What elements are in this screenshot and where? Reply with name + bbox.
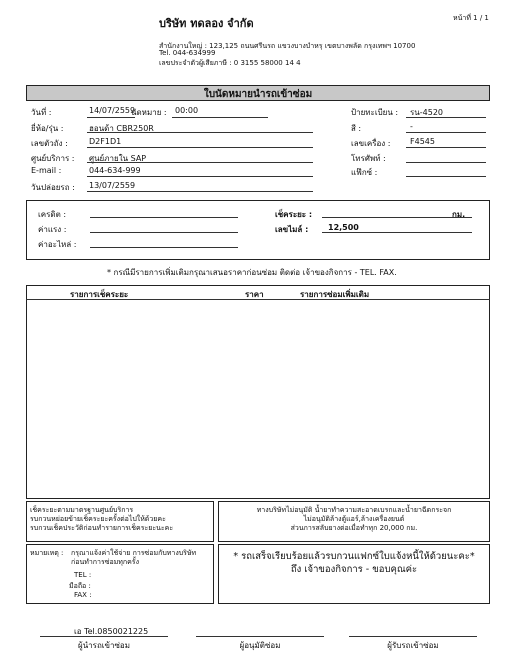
engine-label: เลขเครื่อง : — [351, 139, 391, 148]
date-label: วันที่ : — [31, 108, 52, 117]
labor-label: ค่าแรง : — [38, 225, 67, 234]
remark-mobile: มือถือ : — [69, 582, 91, 590]
parts-label: ค่าอะไหล่ : — [38, 240, 77, 249]
plate-value: รน-4520 — [410, 108, 444, 117]
remark-text-2: ก่อนทำการซ่อมทุกครั้ง — [71, 558, 139, 566]
plate-label: ป้ายทะเบียน : — [351, 108, 399, 117]
title-bar — [26, 85, 490, 101]
page-number: หน้าที่ 1 / 1 — [453, 14, 489, 22]
check-items-header: รายการเช็คระยะ — [70, 290, 129, 299]
bringer-name: เอ Tel.0850021225 — [74, 627, 149, 636]
remark-tel: TEL : — [74, 571, 92, 579]
policy-text-2: ไม่อนุมัติล้างตู้แอร์,ล้างเครื่องยนต์ — [303, 515, 405, 523]
email-label: E-mail : — [31, 166, 62, 175]
company-tax-id: เลขประจำตัวผู้เสียภาษี : 0 3155 58000 14 4 — [159, 59, 301, 67]
phone-label: โทรศัพท์ : — [351, 154, 386, 163]
service-center-label: ศูนย์บริการ : — [31, 154, 75, 163]
cost-box — [26, 200, 490, 260]
mileage-value: 12,500 — [328, 223, 359, 232]
thanks-line-1: * รถเสร็จเรียบร้อยแล้วรบกวนแฟกซ์ใบแจ้งหนี้ให้ด้วยนะคะ* — [233, 551, 475, 562]
release-date-label: วันปล่อยรถ : — [31, 183, 75, 192]
notice-text: * กรณีมีรายการเพิ่มเติมกรุณาเสนอราคาก่อนซ่อม ติดต่อ เจ้าของกิจการ - TEL. FAX. — [107, 268, 397, 277]
policy-text-3: ส่วนการสลับยางต่อเมื่อทำทุก 20,000 กม. — [290, 524, 418, 532]
standard-text-3: รบกวนเช็คประวัติก่อนทำรายการเช็คระยะนะคะ — [30, 524, 174, 532]
receiver-label: ผู้รับรถเข้าซ่อม — [387, 641, 439, 650]
thanks-line-2: ถึง เจ้าของกิจการ - ขอบคุณค่ะ — [290, 564, 418, 575]
color-label: สี : — [351, 124, 362, 133]
company-name: บริษัท ทดลอง จำกัด — [159, 17, 254, 30]
chassis-label: เลขตัวถัง : — [31, 139, 68, 148]
items-table — [26, 285, 490, 499]
engine-value: F4545 — [410, 137, 435, 146]
mileage-label: เลขไมล์ : — [275, 225, 309, 234]
km-label: กม. — [452, 210, 466, 219]
appointment-label: นัดหมาย : — [131, 108, 167, 117]
brand-value: ฮอนด้า CBR250R — [89, 124, 154, 133]
credit-label: เครดิต : — [38, 210, 67, 219]
remark-text-1: กรุณาแจ้งค่าใช้จ่าย การซ่อมกับทางบริษัท — [71, 549, 197, 557]
form-title: ใบนัดหมายนำรถเข้าซ่อม — [203, 89, 313, 100]
color-value: - — [410, 122, 413, 131]
date-value: 14/07/2559 — [89, 106, 136, 115]
standard-text-2: รบกวนหย่อยข้ายเช็คระยะครั้งต่อไปให้ด้วยคะ — [30, 515, 166, 523]
remark-fax: FAX : — [74, 591, 92, 599]
company-tel: Tel. 044-634999 — [159, 49, 216, 57]
remark-label: หมายเหตุ : — [30, 549, 64, 557]
service-center-value: ศูนย์ภายใน SAP — [89, 154, 147, 163]
company-address: สำนักงานใหญ่ : 123,125 ถนนศรีนรถ แขวงบางบำหรุ เขตบางพลัด กรุงเทพฯ 10700 — [159, 42, 416, 50]
bringer-label: ผู้นำรถเข้าซ่อม — [78, 641, 130, 650]
extra-repairs-header: รายการซ่อมเพิ่มเติม — [300, 290, 370, 299]
email-value: 044-634-999 — [89, 166, 141, 175]
release-date-value: 13/07/2559 — [89, 181, 136, 190]
mileage-check-label: เช็คระยะ : — [275, 210, 313, 219]
appointment-value: 00:00 — [175, 106, 199, 115]
approver-label: ผู้อนุมัติซ่อม — [239, 641, 281, 650]
standard-text-1: เช็คระยะตามมาตรฐานศูนย์บริการ — [30, 506, 134, 514]
brand-label: ยี่ห้อ/รุ่น : — [31, 124, 64, 133]
chassis-value: D2F1D1 — [89, 137, 122, 146]
fax-label: แฟ๊กซ์ : — [351, 168, 378, 177]
policy-text-1: ทางบริษัทไม่อนุมัติ น้ำยาทำความสะอาดเบรกและน้ำยาฉีดกระจก — [256, 506, 452, 514]
price-header: ราคา — [245, 290, 264, 299]
